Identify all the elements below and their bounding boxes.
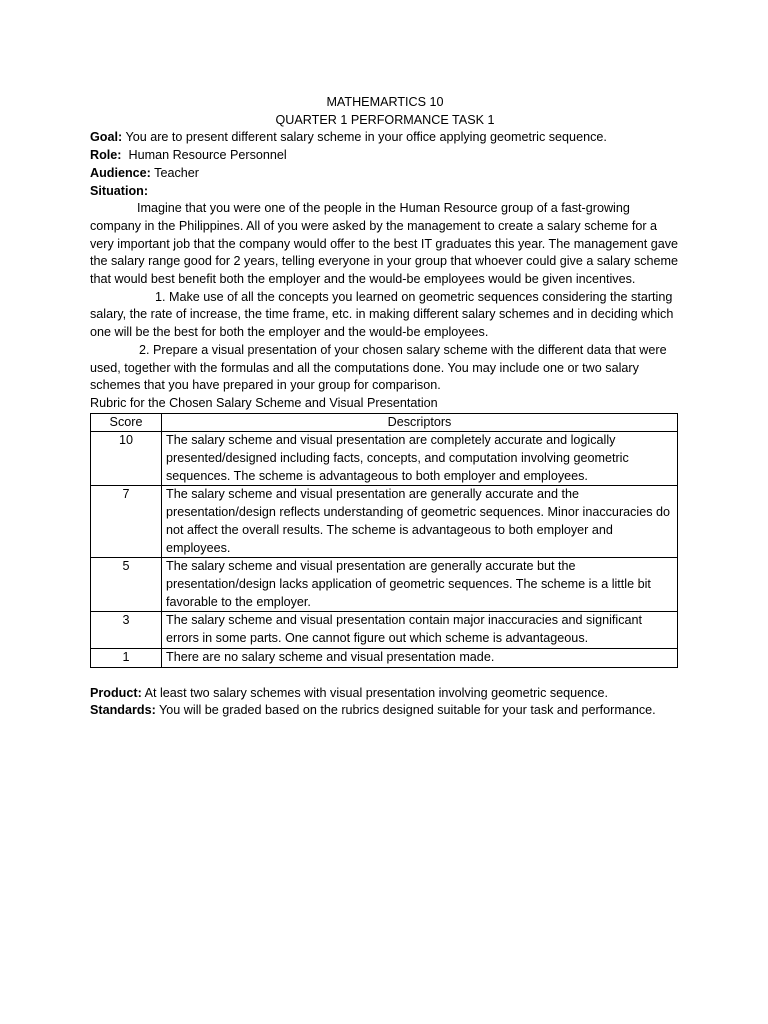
- goal-text: You are to present different salary scheme in your office applying geometric sequence.: [122, 130, 607, 145]
- rubric-table: [90, 413, 678, 668]
- standards-text: You will be graded based on the rubrics designed suitable for your task and performance.: [155, 703, 656, 718]
- rubric-score: 3: [91, 612, 162, 648]
- role-text: Human Resource Personnel: [121, 148, 287, 163]
- table-row: [91, 558, 678, 612]
- rubric-score: 5: [91, 558, 162, 612]
- situation-paragraph: Imagine that you were one of the people in the Human Resource group of a fast-growing company in the Philippines. All of you were asked by the management to create a salary scheme for a very important job that the company would offer to the best IT graduates this year. The management gave the salary range good for 2 years, telling everyone in your group that whoever could give a salary scheme that would best benefit both the employer and the would-be employees would be given incentives.: [90, 201, 679, 287]
- rubric-descriptor: The salary scheme and visual presentation are generally accurate and the presentation/design reflects understanding of geometric sequences. Minor inaccuracies do not affect the overall results. The scheme is advantageous to both employer and employees.: [162, 486, 678, 558]
- audience-line: [90, 165, 680, 183]
- goal-label: Goal:: [90, 130, 123, 145]
- product-text: At least two salary schemes with visual presentation involving geometric sequence.: [141, 685, 608, 700]
- situation-item-2: 2. Prepare a visual presentation of your chosen salary scheme with the different data that were used, together with the formulas and all the computations done. You may include one or two salary schemes that you have prepared in your group for comparison.: [90, 342, 667, 393]
- rubric-header-descriptors: Descriptors: [162, 413, 678, 432]
- rubric-header-score: Score: [91, 413, 162, 432]
- situation-label: Situation:: [90, 183, 149, 198]
- role-label: Role:: [90, 148, 122, 163]
- table-row: [91, 432, 678, 486]
- product-line: [90, 685, 680, 703]
- rubric-descriptor: The salary scheme and visual presentation are completely accurate and logically presented/designed including facts, concepts, and computation involving geometric sequences. The scheme is advantageous to both employer and employees.: [162, 432, 678, 486]
- rubric-descriptor: The salary scheme and visual presentation are generally accurate but the presentation/design lacks application of geometric sequences. The scheme is a little bit favorable to the employer.: [162, 558, 678, 612]
- audience-label: Audience:: [90, 165, 151, 180]
- rubric-header-row: [91, 413, 678, 432]
- standards-line: [90, 702, 680, 720]
- rubric-descriptor: The salary scheme and visual presentation contain major inaccuracies and significant errors in some parts. One cannot figure out which scheme is advantageous.: [162, 612, 678, 648]
- rubric-descriptor: There are no salary scheme and visual presentation made.: [162, 648, 678, 667]
- rubric-score: 10: [91, 432, 162, 486]
- rubric-title: Rubric for the Chosen Salary Scheme and Visual Presentation: [90, 395, 438, 410]
- role-line: [90, 147, 680, 165]
- table-row: [91, 612, 678, 648]
- rubric-score: 1: [91, 648, 162, 667]
- document-content: [90, 94, 680, 720]
- rubric-score: 7: [91, 486, 162, 558]
- standards-label: Standards:: [90, 703, 156, 718]
- table-row: [91, 648, 678, 667]
- task-title: QUARTER 1 PERFORMANCE TASK 1: [275, 112, 495, 127]
- product-label: Product:: [90, 685, 142, 700]
- course-title: MATHEMARTICS 10: [326, 95, 444, 109]
- audience-text: Teacher: [150, 165, 199, 180]
- situation-label-line: [90, 183, 680, 201]
- goal-line: [90, 129, 680, 147]
- table-row: [91, 486, 678, 558]
- situation-item-1: 1. Make use of all the concepts you learned on geometric sequences considering the starting salary, the rate of increase, the time frame, etc. in making different salary schemes and in deciding which one will be the best for both the employer and the would-be employees.: [90, 289, 674, 340]
